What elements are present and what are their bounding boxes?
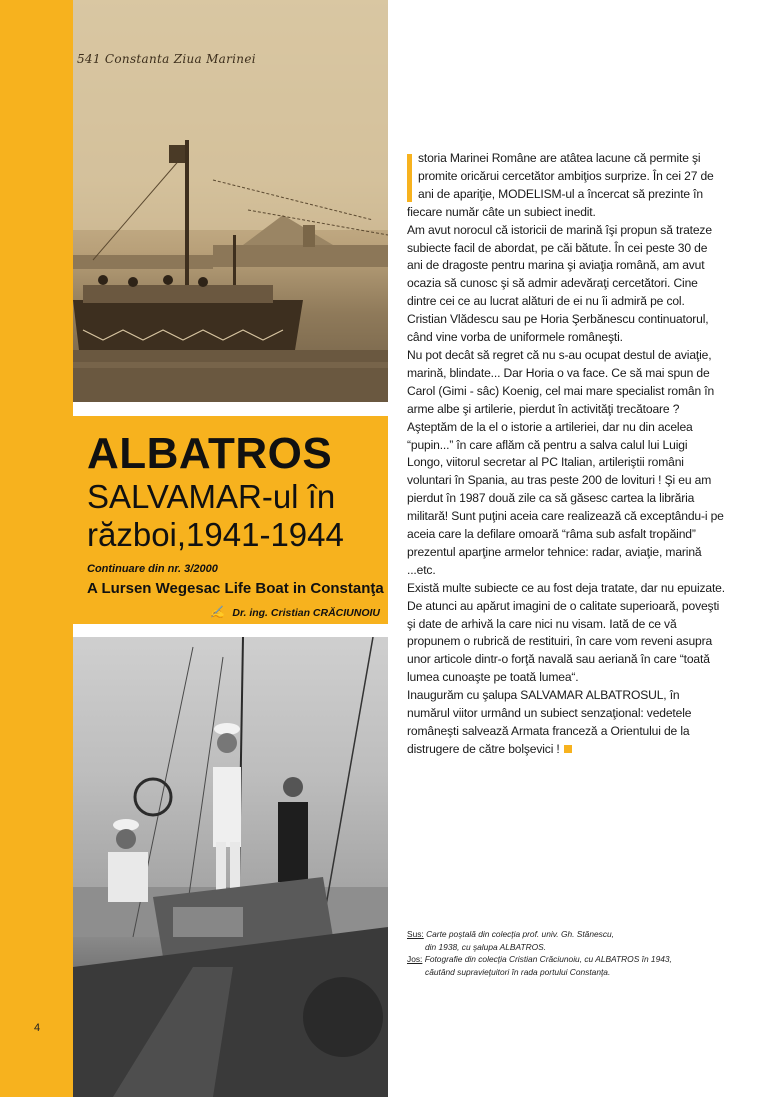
photo-handwritten-caption: 541 Constanta Ziua Marinei	[77, 52, 256, 66]
left-accent-strip	[0, 0, 73, 1097]
end-of-article-mark	[564, 745, 572, 753]
title-panel	[73, 416, 388, 624]
article-paragraph-5: Inaugurăm cu şalupa SALVAMAR ALBATROSUL, în numărul viitor urmând un subiect senzaţional: vedetele româneşti salvează Armata franceză a Orientului de la distrugere de către bolşevici !	[407, 688, 692, 756]
photo-credit-bottom: Jos: Fotografie din colecţia Cristian Crăciunoiu, cu ALBATROS în 1943,	[407, 954, 672, 965]
author-name: Dr. ing. Cristian CRĂCIUNOIU	[232, 607, 380, 619]
article-body	[407, 150, 725, 759]
article-paragraph-2: Am avut norocul că istoricii de marină îşi propun să trateze subiecte facil de abordat, pe căi bătute. În cei peste 30 de ani de dragoste pentru marina şi aviaţia română, am avut ocazia să cunosc şi să admir adevăraţi cercetători. Cine dintre cei ce au lucrat alături de ei nu îi admiră pe col. Cristian Vlădescu sau pe Horia Şerbănescu continuatorul, când vine vorba de uniformele româneşti.	[407, 222, 712, 345]
photo-credit-bottom-cont: căutând supravieţuitori în rada portului Constanţa.	[425, 966, 611, 977]
continued-note: Continuare din nr. 3/2000	[87, 563, 218, 575]
headline: ALBATROS	[87, 429, 333, 478]
article-paragraph-3: Nu pot decât să regret că nu s-au ocupat destul de aviaţie, marină, blindate... Dar Horia o va face. Ce să mai spun de Carol (Gimi - sâc) Koenig, cel mai mare specialist român în arme albe şi artilerie, pierdut în activităţi trecătoare ? Aşteptăm de la el o istorie a artileriei, dar nu din acelea “pupin...” în care aflăm că pentru a salva calul lui Luigi Longo, viitorul secretar al PC Italian, artileriştii români voluntari în Spania, au tras peste 200 de lovituri ! Şi eu am pierdut în 1987 două zile ca să găsesc cartea la librăria militară! Sunt puţini aceia care realizează că exceptându-i pe aceia care la defilare omoară “râma sub asfalt tropăind” prezentul aparţine armelor tehnice: radar, aviaţie, marină ...etc.	[407, 347, 724, 577]
article-paragraph-4: Există multe subiecte ce au fost deja tratate, dar nu epuizate. De atunci au apărut imagini de o calitate superioară, poveşti şi date de arhivă la care nici nu visam. Iată de ce vă propunem o rubrică de restituiri, în care vom reveni asupra unor articole dintr-o forţă navală sau aeriană în care “toată lumea cunoaşte pe toată lumea“.	[407, 580, 725, 685]
photo-bottom-drawing	[73, 637, 388, 1097]
dropcap-letter-i	[407, 154, 412, 202]
pen-icon: ✍	[209, 605, 225, 619]
subheadline-line-2: război,1941-1944	[87, 516, 344, 553]
author-byline	[209, 605, 380, 619]
photo-credits	[407, 928, 717, 978]
photo-credit-top: Sus: Carte poştală din colecţia prof. univ. Gh. Stănescu,	[407, 929, 615, 939]
subheadline-line-1: SALVAMAR-ul în	[87, 478, 336, 515]
photo-bottom-crew-boat	[73, 637, 388, 1097]
photo-top-sepia-boat	[73, 0, 388, 402]
article-paragraph-1: storia Marinei Române are atâtea lacune că permite şi promite oricărui cercetător ambiţios surprize. În cei 27 de ani de apariţie, MODELISM-ul a încercat să prezinte în fiecare număr câte un subiect inedit.	[407, 151, 714, 219]
photo-credit-top-cont: din 1938, cu şalupa ALBATROS.	[425, 941, 547, 952]
english-title: A Lursen Wegesac Life Boat in Constanţa	[87, 580, 384, 597]
page-number: 4	[34, 1022, 41, 1034]
